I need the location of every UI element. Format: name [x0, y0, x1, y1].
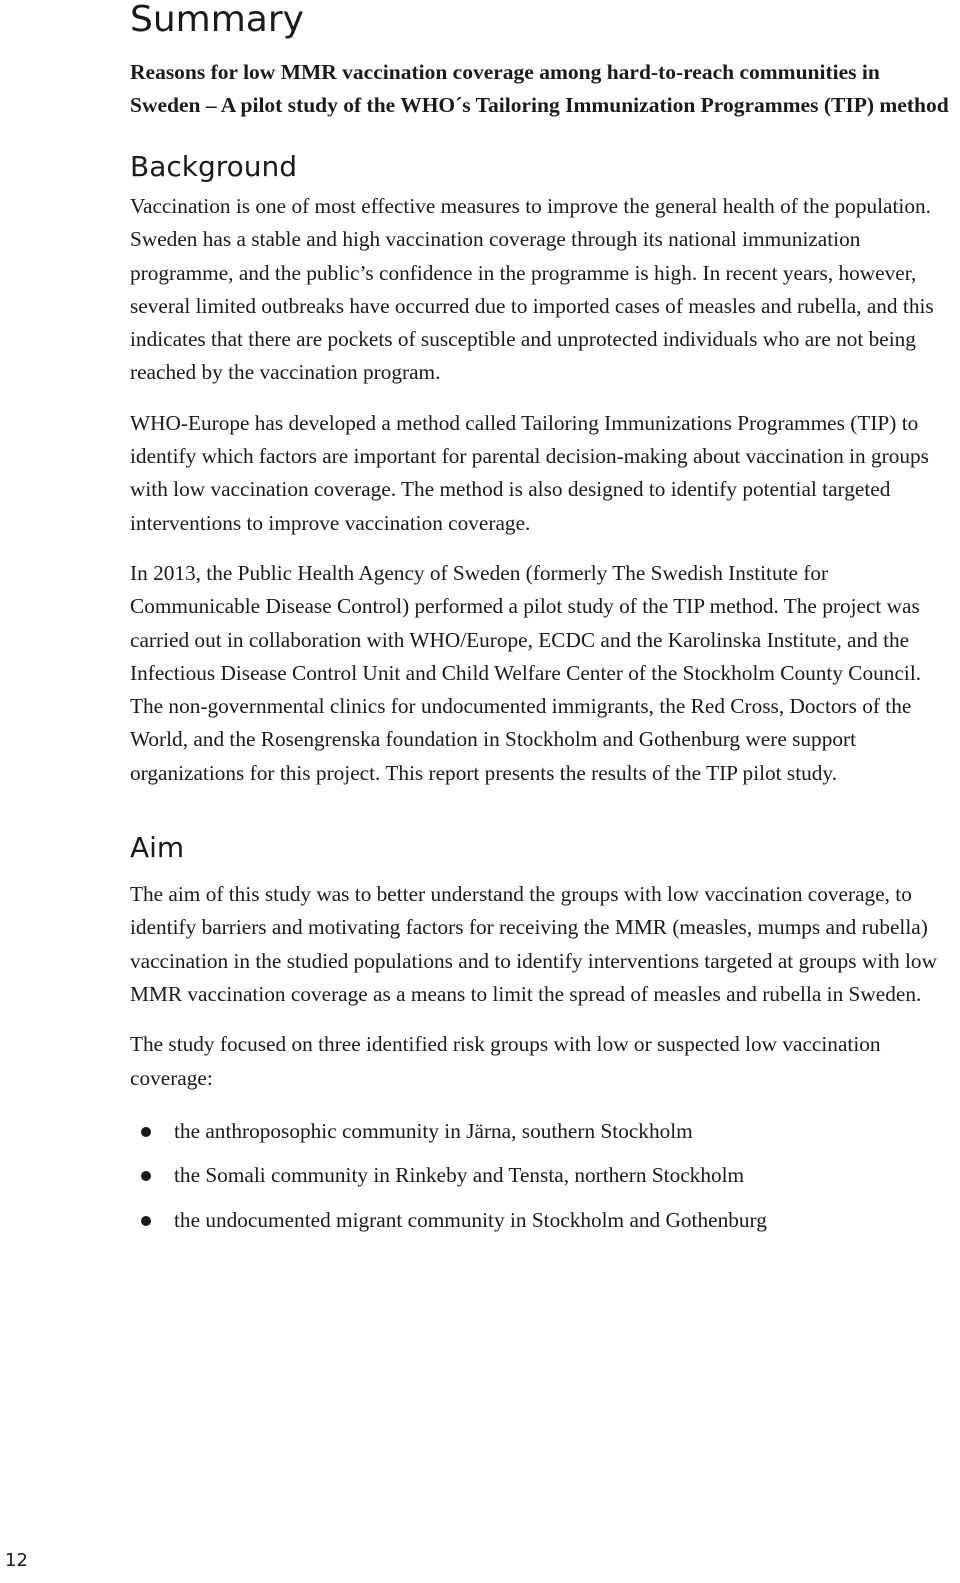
list-item-text: the Somali community in Rinkeby and Tensta, northern Stockholm — [174, 1163, 745, 1188]
background-paragraph-1: Vaccination is one of most effective measures to improve the general health of the population. Sweden has a stable and high vaccination coverage through its national immunization programme, and the public’s confidence in the programme is high. In recent years, however, several limited outbreaks have occurred due to imported cases of measles and rubella, and this indicates that there are pockets of susceptible and unprotected individuals who are not being reached by the vaccination program. — [130, 194, 934, 385]
list-item — [130, 1204, 952, 1249]
document-page — [130, 0, 952, 1248]
heading-aim: Aim — [130, 831, 185, 865]
list-item — [130, 1159, 952, 1204]
list-item-text: the anthroposophic community in Järna, southern Stockholm — [174, 1118, 693, 1143]
background-paragraph-2: WHO-Europe has developed a method called Tailoring Immunizations Programmes (TIP) to identify which factors are important for parental decision-making about vaccination in groups with low vaccination coverage. The method is also designed to identify potential targeted interventions to improve vaccination coverage. — [130, 410, 929, 535]
bullet-icon — [141, 1171, 151, 1181]
list-item — [130, 1115, 952, 1160]
bullet-icon — [141, 1216, 151, 1226]
page-title: Summary — [130, 0, 304, 40]
risk-group-list — [130, 1115, 952, 1249]
heading-background: Background — [130, 150, 298, 183]
list-item-text: the undocumented migrant community in Stockholm and Gothenburg — [174, 1207, 767, 1232]
aim-paragraph-2: The study focused on three identified risk groups with low or suspected low vaccination coverage: — [130, 1032, 881, 1090]
page-number: 12 — [5, 1550, 28, 1571]
bullet-icon — [141, 1127, 151, 1137]
background-paragraph-3: In 2013, the Public Health Agency of Sweden (formerly The Swedish Institute for Communicable Disease Control) performed a pilot study of the TIP method. The project was carried out in collaboration with WHO/Europe, ECDC and the Karolinska Institute, and the Infectious Disease Control Unit and Child Welfare Center of the Stockholm County Council. The non-governmental clinics for undocumented immigrants, the Red Cross, Doctors of the World, and the Rosengrenska foundation in Stockholm and Gothenburg were support organizations for this project. This report presents the results of the TIP pilot study. — [130, 560, 922, 785]
report-subtitle: Reasons for low MMR vaccination coverage among hard-to-reach communities in Sweden – A pilot study of the WHO´s Tailoring Immunization Programmes (TIP) method — [130, 60, 949, 117]
aim-paragraph-1: The aim of this study was to better understand the groups with low vaccination coverage, to identify barriers and motivating factors for receiving the MMR (measles, mumps and rubella) vaccination in the studied populations and to identify interventions targeted at groups with low MMR vaccination coverage as a means to limit the spread of measles and rubella in Sweden. — [130, 882, 937, 1006]
